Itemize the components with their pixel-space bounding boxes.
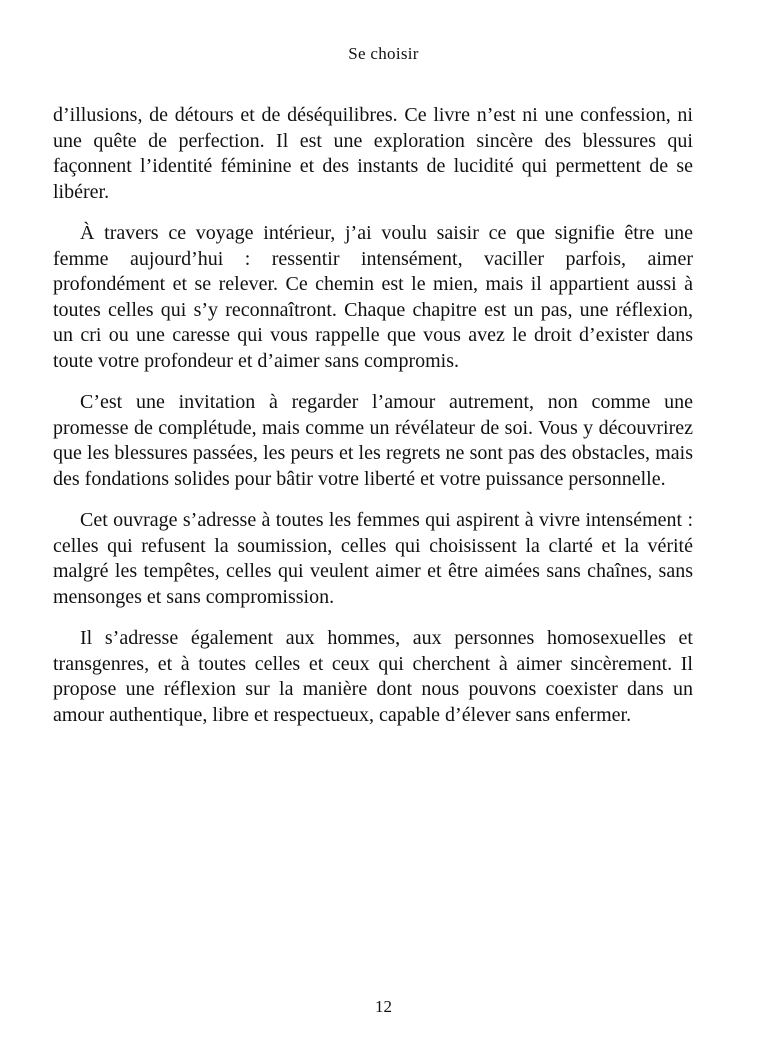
paragraph: Cet ouvrage s’adresse à toutes les femmes qui aspirent à vivre intensément : celles qui refusent la soumission, celles qui choisissent la clarté et la vérité malgré les tempêtes, celles qui veulent aimer et être aimées sans chaînes, sans mensonges et sans compromission. xyxy=(53,509,693,608)
body-text xyxy=(53,103,693,744)
running-header: Se choisir xyxy=(348,44,419,63)
paragraph: C’est une invitation à regarder l’amour autrement, non comme une promesse de complétude, mais comme un révélateur de soi. Vous y découvrirez que les blessures passées, les peurs et les regrets ne sont pas des obstacles, mais des fondations solides pour bâtir votre liberté et votre puissance personnelle. xyxy=(53,391,693,490)
page-number: 12 xyxy=(375,997,392,1016)
paragraph: À travers ce voyage intérieur, j’ai voulu saisir ce que signifie être une femme aujourd’hui : ressentir intensément, vaciller parfois, aimer profondément et se relever. Ce chemin est le mien, mais il appartient aussi à toutes celles qui s’y reconnaîtront. Chaque chapitre est un pas, une réflexion, un cri ou une caresse qui vous rappelle que vous avez le droit d’exister dans toute votre profondeur et d’aimer sans compromis. xyxy=(53,222,693,372)
paragraph-continued: d’illusions, de détours et de déséquilibres. Ce livre n’est ni une confession, ni une quête de perfection. Il est une exploration sincère des blessures qui façonnent l’identité féminine et des instants de lucidité qui permettent de se libérer. xyxy=(53,104,693,203)
paragraph: Il s’adresse également aux hommes, aux personnes homosexuelles et transgenres, et à toutes celles et ceux qui cherchent à aimer sincèrement. Il propose une réflexion sur la manière dont nous pouvons coexister dans un amour authentique, libre et respectueux, capable d’élever sans enfermer. xyxy=(53,627,693,726)
